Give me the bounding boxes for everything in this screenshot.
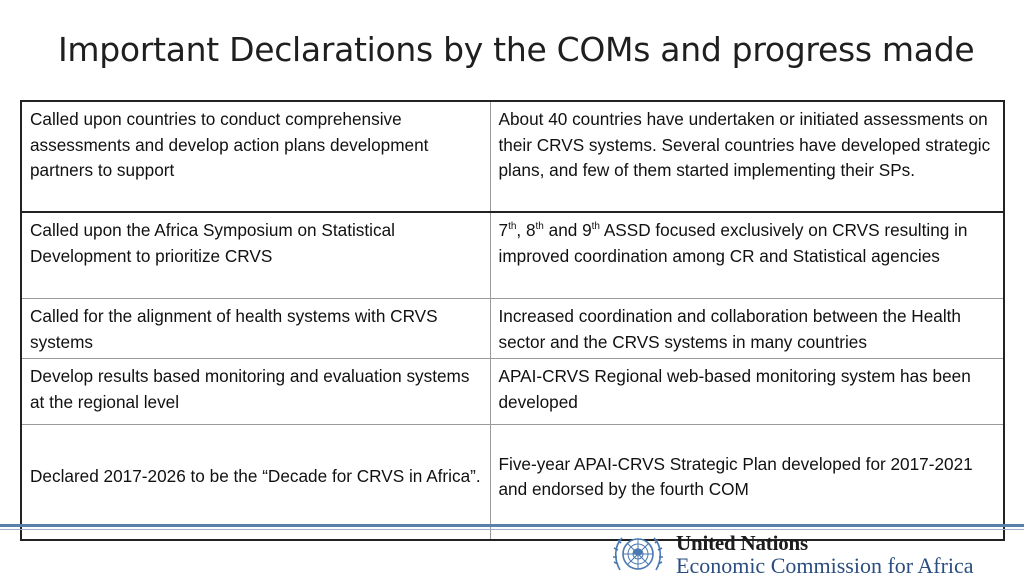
ordinal-suffix: th (508, 221, 517, 232)
progress-text-part: 7 (498, 220, 509, 240)
declarations-table (20, 100, 1005, 541)
declarations-table-container (20, 100, 1003, 541)
declaration-cell: Called upon countries to conduct comprehensive assessments and develop action plans development partners to support (21, 101, 490, 212)
declaration-cell: Declared 2017-2026 to be the “Decade for CRVS in Africa”. (21, 425, 490, 541)
table-row (21, 299, 1004, 359)
table-row (21, 359, 1004, 425)
table-row (21, 101, 1004, 212)
progress-cell: About 40 countries have undertaken or initiated assessments on their CRVS systems. Several countries have developed strategic plans, and few of them started implementing their SPs. (490, 101, 1004, 212)
declaration-cell: Called upon the Africa Symposium on Statistical Development to prioritize CRVS (21, 212, 490, 299)
organization-name (676, 532, 974, 576)
ordinal-suffix: th (591, 221, 600, 232)
org-line-un: United Nations (676, 531, 808, 555)
progress-cell: APAI-CRVS Regional web-based monitoring system has been developed (490, 359, 1004, 425)
progress-text-part: ASSD focused exclusively on CRVS resulting in improved coordination among CR and Statistical agencies (498, 220, 968, 266)
declaration-cell: Called for the alignment of health systems with CRVS systems (21, 299, 490, 359)
progress-cell (490, 212, 1004, 299)
progress-text-part: , 8 (516, 220, 536, 240)
footer-divider-thin (0, 529, 1024, 530)
org-line-eca: Economic Commission for Africa (676, 553, 974, 576)
table-row (21, 212, 1004, 299)
footer-divider (0, 524, 1024, 527)
table-row (21, 425, 1004, 541)
progress-cell: Increased coordination and collaboration between the Health sector and the CRVS systems in many countries (490, 299, 1004, 359)
progress-text-part: and 9 (543, 220, 592, 240)
ordinal-suffix: th (535, 221, 544, 232)
declaration-cell: Develop results based monitoring and evaluation systems at the regional level (21, 359, 490, 425)
slide-title: Important Declarations by the COMs and progress made (58, 30, 975, 69)
progress-cell: Five-year APAI-CRVS Strategic Plan developed for 2017-2021 and endorsed by the fourth COM (490, 425, 1004, 541)
un-emblem-icon (612, 530, 664, 576)
